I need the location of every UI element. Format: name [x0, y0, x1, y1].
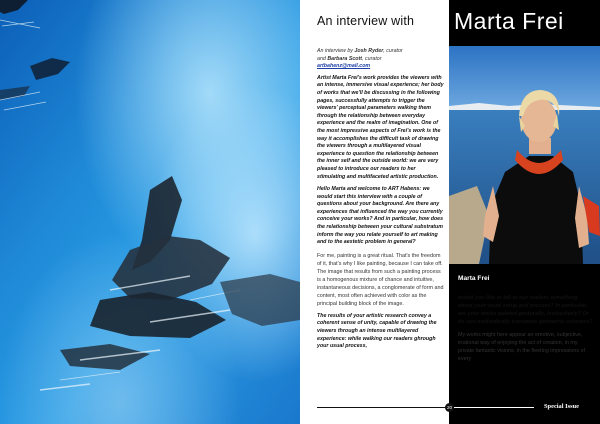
- section-label: Special Issue: [544, 403, 579, 410]
- page-number: 20: [446, 405, 452, 410]
- question-2: The results of your artistic research convey a coherent sense of unity, capable of drawing the viewers through an intense multilayered experience: while walking our readers ghrough your usual process,: [317, 312, 437, 350]
- footer-rule: [317, 407, 445, 408]
- artist-name-title: Marta Frei: [454, 8, 564, 34]
- email-link[interactable]: artbahenz@mail.com: [317, 63, 371, 70]
- article-column-2: [458, 294, 593, 363]
- author-2-role: , curator: [362, 55, 382, 62]
- author-2: Barbara Scott: [327, 55, 363, 62]
- intro-paragraph: Artist Marta Frei's work provides the viewers with an intense, immersive visual experience; her body of works that we'll be discussing in the following pages, successfully attempts to trigger the viewers' perceptual parameters walking them through the relationship between everyday experience and the realm of imagination. One of the most impressive aspects of Frei's work is the way it accomplishes the difficult task of drawing the viewers through a multilayered visual experience to question the relationship between the inner self and the outside world: we are very pleased to introduce our readers to her stimulating and multifaceted artistic production.: [317, 74, 444, 180]
- artist-photo: [449, 46, 600, 264]
- author-1-role: , curator: [383, 48, 403, 54]
- byline: [317, 48, 444, 71]
- question-1: Hello Marta and welcome to ART Habens: we would start this interview with a couple of questions about your background. Are there any experiences that influenced the way you currently conceive your works? And in particular, how does the relationship between your cultural substratum inform the way you relate yourself to art making and to the aestetic problem in general?: [317, 186, 444, 246]
- answer-2: My works might here appear an emotive, subjective, irrational way of enjoying the act of creation, in my private fantastic visions, in the fleeting impressions of every: [458, 332, 586, 362]
- byline-prefix: An interview by: [317, 48, 353, 54]
- article-column-1: [317, 48, 444, 351]
- question-2-continued: would you like to tell to our readers something about your usual setup and process? In particular, are your works painted gesturally, instinctively? Or do oyu methodically transpose geometric schemes?: [458, 295, 593, 325]
- footer-rule-right: [454, 407, 534, 408]
- article-headline: An interview with: [317, 14, 415, 28]
- author-1: Josh Ryder: [354, 48, 384, 54]
- answer-1: For me, painting is a great ritual. That's the freedom of it, that's why I like painting, because I can take off. The image that results from such a painting process is a homogenous mixture of chance and intuitive, instantaneous decisions, a conglomerate of form and content, most often achieved with color as the principal building block of the image.: [317, 252, 444, 307]
- title-banner: [449, 0, 600, 46]
- byline-and: and: [317, 55, 326, 62]
- photo-caption: Marta Frei: [458, 275, 490, 282]
